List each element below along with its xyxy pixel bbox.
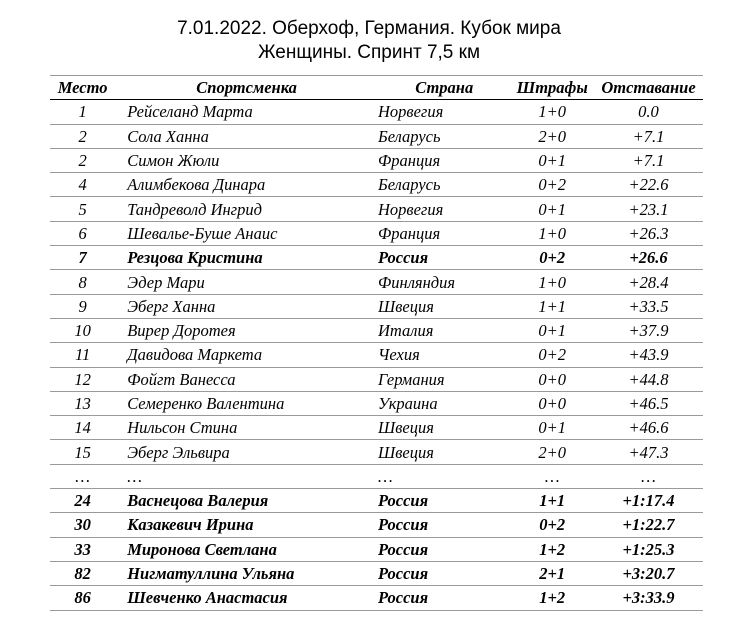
place-cell: 30	[50, 513, 115, 537]
gap-cell: +3:20.7	[594, 561, 703, 585]
penalties-cell: 0+2	[510, 513, 594, 537]
country-cell: Франция	[378, 148, 510, 172]
place-cell: 33	[50, 537, 115, 561]
column-header-gap: Отставание	[594, 76, 703, 100]
country-cell: Финляндия	[378, 270, 510, 294]
table-row	[50, 124, 703, 148]
gap-cell: +46.6	[594, 416, 703, 440]
table-row	[50, 246, 703, 270]
country-cell: Россия	[378, 561, 510, 585]
place-cell: 82	[50, 561, 115, 585]
place-cell: 11	[50, 343, 115, 367]
place-cell: 15	[50, 440, 115, 464]
place-cell: 2	[50, 148, 115, 172]
country-cell: Беларусь	[378, 124, 510, 148]
gap-cell: +26.6	[594, 246, 703, 270]
column-header-place: Место	[50, 76, 115, 100]
penalties-cell: 0+1	[510, 148, 594, 172]
gap-cell: +1:22.7	[594, 513, 703, 537]
table-row	[50, 561, 703, 585]
place-cell: 13	[50, 391, 115, 415]
country-cell: Норвегия	[378, 197, 510, 221]
table-row	[50, 440, 703, 464]
results-table	[50, 75, 703, 611]
penalties-cell: …	[510, 464, 594, 488]
place-cell: 5	[50, 197, 115, 221]
place-cell: 12	[50, 367, 115, 391]
country-cell: Швеция	[378, 440, 510, 464]
country-cell: Украина	[378, 391, 510, 415]
country-cell: Россия	[378, 537, 510, 561]
table-row	[50, 270, 703, 294]
athlete-cell: Шевченко Анастасия	[115, 586, 378, 610]
table-row	[50, 318, 703, 342]
athlete-cell: Эберг Ханна	[115, 294, 378, 318]
table-row	[50, 391, 703, 415]
table-row	[50, 416, 703, 440]
penalties-cell: 2+0	[510, 124, 594, 148]
athlete-cell: Вирер Доротея	[115, 318, 378, 342]
gap-cell: +44.8	[594, 367, 703, 391]
column-header-country: Страна	[378, 76, 510, 100]
athlete-cell: …	[115, 464, 378, 488]
place-cell: 1	[50, 100, 115, 124]
country-cell: Чехия	[378, 343, 510, 367]
athlete-cell: Сола Ханна	[115, 124, 378, 148]
country-cell: Италия	[378, 318, 510, 342]
gap-cell: +43.9	[594, 343, 703, 367]
country-cell: Россия	[378, 513, 510, 537]
title-line-race: Женщины. Спринт 7,5 км	[257, 42, 481, 63]
penalties-cell: 2+0	[510, 440, 594, 464]
country-cell: Германия	[378, 367, 510, 391]
place-cell: 10	[50, 318, 115, 342]
athlete-cell: Эберг Эльвира	[115, 440, 378, 464]
gap-cell: 0.0	[594, 100, 703, 124]
athlete-cell: Васнецова Валерия	[115, 489, 378, 513]
athlete-cell: Эдер Мари	[115, 270, 378, 294]
athlete-cell: Фойгт Ванесса	[115, 367, 378, 391]
table-row	[50, 221, 703, 245]
gap-cell: +7.1	[594, 148, 703, 172]
gap-cell: +22.6	[594, 173, 703, 197]
place-cell: 4	[50, 173, 115, 197]
penalties-cell: 1+1	[510, 489, 594, 513]
penalties-cell: 0+2	[510, 173, 594, 197]
penalties-cell: 0+2	[510, 246, 594, 270]
place-cell: 6	[50, 221, 115, 245]
penalties-cell: 1+1	[510, 294, 594, 318]
penalties-cell: 0+1	[510, 318, 594, 342]
place-cell: 86	[50, 586, 115, 610]
athlete-cell: Симон Жюли	[115, 148, 378, 172]
column-header-athlete: Спортсменка	[115, 76, 378, 100]
place-cell: 2	[50, 124, 115, 148]
gap-cell: +37.9	[594, 318, 703, 342]
table-row	[50, 489, 703, 513]
country-cell: Россия	[378, 246, 510, 270]
table-row	[50, 586, 703, 610]
gap-cell: +1:25.3	[594, 537, 703, 561]
gap-cell: +7.1	[594, 124, 703, 148]
athlete-cell: Шевалье-Буше Анаис	[115, 221, 378, 245]
table-row	[50, 537, 703, 561]
penalties-cell: 2+1	[510, 561, 594, 585]
column-header-penalties: Штрафы	[510, 76, 594, 100]
table-row	[50, 100, 703, 124]
table-row	[50, 367, 703, 391]
country-cell: Норвегия	[378, 100, 510, 124]
country-cell: Беларусь	[378, 173, 510, 197]
athlete-cell: Нильсон Стина	[115, 416, 378, 440]
gap-cell: +33.5	[594, 294, 703, 318]
athlete-cell: Казакевич Ирина	[115, 513, 378, 537]
country-cell: …	[378, 464, 510, 488]
gap-cell: +46.5	[594, 391, 703, 415]
table-row	[50, 343, 703, 367]
gap-cell: +47.3	[594, 440, 703, 464]
athlete-cell: Семеренко Валентина	[115, 391, 378, 415]
penalties-cell: 1+0	[510, 270, 594, 294]
country-cell: Швеция	[378, 294, 510, 318]
athlete-cell: Нигматуллина Ульяна	[115, 561, 378, 585]
place-cell: 24	[50, 489, 115, 513]
table-row	[50, 197, 703, 221]
gap-cell: +1:17.4	[594, 489, 703, 513]
place-cell: 7	[50, 246, 115, 270]
penalties-cell: 0+2	[510, 343, 594, 367]
country-cell: Франция	[378, 221, 510, 245]
penalties-cell: 0+1	[510, 197, 594, 221]
gap-cell: +26.3	[594, 221, 703, 245]
country-cell: Швеция	[378, 416, 510, 440]
table-row	[50, 294, 703, 318]
table-row	[50, 148, 703, 172]
country-cell: Россия	[378, 489, 510, 513]
gap-cell: …	[594, 464, 703, 488]
place-cell: 8	[50, 270, 115, 294]
athlete-cell: Давидова Маркета	[115, 343, 378, 367]
penalties-cell: 0+1	[510, 416, 594, 440]
gap-cell: +28.4	[594, 270, 703, 294]
results-title	[0, 17, 738, 65]
place-cell: 14	[50, 416, 115, 440]
penalties-cell: 0+0	[510, 391, 594, 415]
athlete-cell: Тандреволд Ингрид	[115, 197, 378, 221]
table-row	[50, 173, 703, 197]
penalties-cell: 1+2	[510, 537, 594, 561]
gap-cell: +23.1	[594, 197, 703, 221]
gap-cell: +3:33.9	[594, 586, 703, 610]
athlete-cell: Резцова Кристина	[115, 246, 378, 270]
table-row	[50, 464, 703, 488]
place-cell: 9	[50, 294, 115, 318]
penalties-cell: 0+0	[510, 367, 594, 391]
penalties-cell: 1+0	[510, 100, 594, 124]
place-cell: …	[50, 464, 115, 488]
athlete-cell: Алимбекова Динара	[115, 173, 378, 197]
title-line-event: 7.01.2022. Оберхоф, Германия. Кубок мира	[177, 18, 561, 39]
penalties-cell: 1+2	[510, 586, 594, 610]
results-body	[50, 100, 703, 610]
athlete-cell: Рейселанд Марта	[115, 100, 378, 124]
country-cell: Россия	[378, 586, 510, 610]
athlete-cell: Миронова Светлана	[115, 537, 378, 561]
table-header-row	[50, 76, 703, 100]
penalties-cell: 1+0	[510, 221, 594, 245]
table-row	[50, 513, 703, 537]
